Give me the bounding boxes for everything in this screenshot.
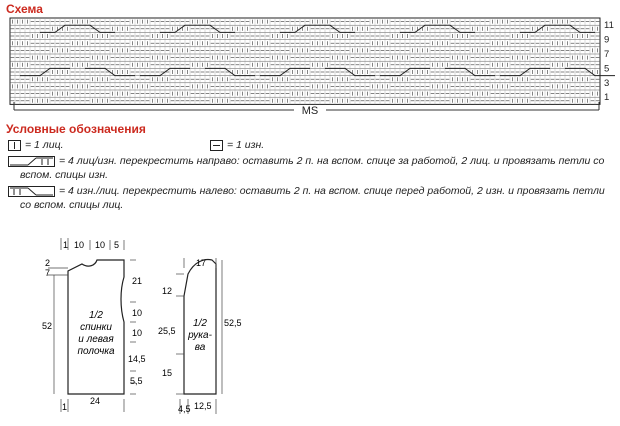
sleeve-top-width: 17: [196, 258, 207, 268]
row-numbers: [604, 20, 614, 103]
legend-item-purl: [210, 139, 264, 151]
row-number-5: 5: [604, 63, 610, 75]
chart-title: Схема: [6, 2, 43, 16]
back-label-1: 1/2: [89, 310, 103, 321]
back-side-3: 10: [132, 328, 143, 338]
knit-symbol-icon: [8, 140, 22, 151]
sleeve-bottom-1: 4,5: [178, 404, 191, 414]
back-width-3: 10: [95, 240, 106, 250]
row-number-7: 7: [604, 49, 610, 60]
cross-right-symbol-icon: [8, 156, 56, 167]
sleeve-left-2: 25,5: [158, 326, 176, 336]
row-number-3: 3: [604, 77, 610, 89]
back-label-2: спинки: [80, 322, 112, 333]
sleeve-label-2: рука-: [188, 330, 212, 341]
sleeve-bottom-2: 12,5: [194, 401, 212, 411]
sleeve-right-height: 52,5: [224, 318, 242, 328]
back-side-1: 21: [132, 276, 143, 286]
back-label-4: полочка: [77, 346, 115, 357]
sleeve-left-1: 12: [162, 286, 173, 296]
back-width-4: 5: [114, 240, 120, 250]
back-side-5: 5,5: [130, 376, 143, 386]
row-number-9: 9: [604, 34, 610, 46]
sleeve-label-1: 1/2: [193, 318, 207, 329]
legend-cross-right-line1: = 4 лиц/изн. перекрестить направо: оставить 2 п. на вспом. спице за работой, 2 лиц. и провязать петли со: [59, 155, 605, 167]
cross-left-symbol-icon: [8, 186, 56, 197]
legend-title: Условные обозначения: [6, 122, 146, 136]
sleeve-left-3: 15: [162, 368, 173, 378]
back-height: 52: [42, 321, 53, 331]
legend-knit-label: = 1 лиц.: [25, 139, 64, 151]
back-side-4: 14,5: [128, 354, 146, 364]
legend-cross-left-line1: = 4 изн./лиц. перекрестить налево: оставить 2 п. на вспом. спице перед работой, 2 изн. и провязать петли: [59, 185, 605, 197]
back-neck-1: 2: [45, 258, 51, 268]
back-side-2: 10: [132, 308, 143, 318]
row-number-1: 1: [604, 92, 610, 104]
back-label-3: и левая: [78, 334, 114, 345]
back-width-1: 1: [63, 240, 69, 250]
purl-symbol-icon: [210, 140, 224, 151]
legend-cross-right-line2: вспом. спицы изн.: [20, 169, 109, 181]
legend-cross-left-line2: со вспом. спицы лиц.: [20, 199, 124, 211]
back-bottom-edge: 1: [62, 402, 68, 412]
back-bottom-width: 24: [90, 396, 101, 406]
sleeve-label-3: ва: [194, 342, 206, 353]
repeat-label: MS: [301, 105, 319, 117]
legend-item-cross-left: [8, 185, 605, 197]
legend-purl-label: = 1 изн.: [227, 139, 265, 151]
legend-item-knit: [8, 139, 64, 151]
back-width-2: 10: [74, 240, 85, 250]
knitting-chart: [8, 14, 620, 118]
pattern-sleeve: [150, 254, 250, 420]
back-neck-2: 7: [45, 268, 51, 278]
legend-item-cross-right: [8, 155, 604, 167]
row-number-11: 11: [604, 20, 614, 32]
